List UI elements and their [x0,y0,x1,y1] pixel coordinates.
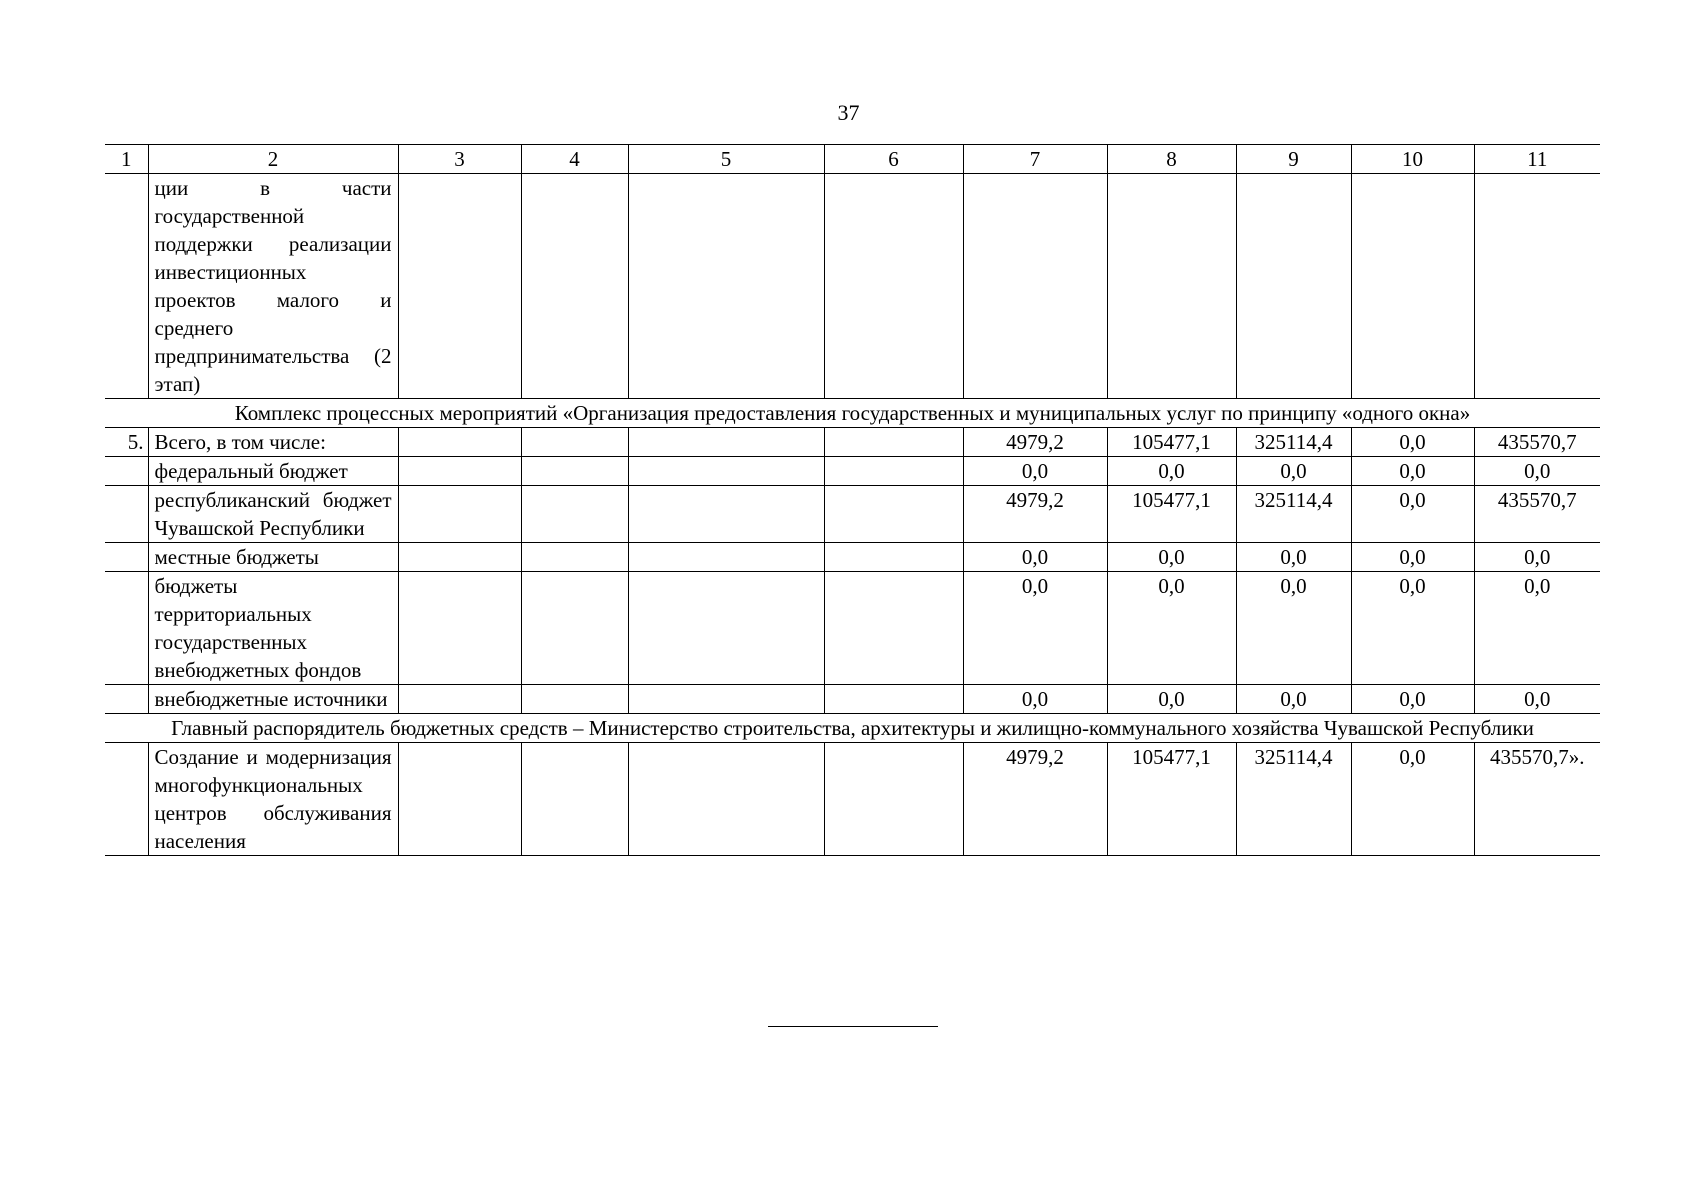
table-cell: 0,0 [1474,685,1600,714]
row-number [105,543,148,572]
table-cell [398,428,521,457]
table-row [105,572,1600,685]
table-cell [824,743,963,856]
table-row [105,543,1600,572]
table-cell [398,457,521,486]
table-cell [628,743,824,856]
table-cell: 105477,1 [1107,486,1236,543]
row-number [105,572,148,685]
row-number: 5. [105,428,148,457]
table-cell [1107,174,1236,399]
column-header: 10 [1351,145,1474,174]
row-label: внебюджетные источники [148,685,398,714]
table-cell: 0,0 [1351,543,1474,572]
table-cell: 0,0 [1236,572,1351,685]
column-header: 5 [628,145,824,174]
row-label: местные бюджеты [148,543,398,572]
column-header: 7 [963,145,1107,174]
row-label: Создание и модернизация многофункциональных центров обслуживания населения [148,743,398,856]
table-cell [628,174,824,399]
column-header: 4 [521,145,628,174]
table-cell: 0,0 [1107,457,1236,486]
table-cell: 0,0 [963,572,1107,685]
column-header: 6 [824,145,963,174]
table-header-row [105,145,1600,174]
table-cell: 435570,7 [1474,486,1600,543]
table-cell: 0,0 [1351,743,1474,856]
table-cell: 0,0 [963,457,1107,486]
table-cell [521,174,628,399]
table-cell: 0,0 [1236,457,1351,486]
table-cell [398,543,521,572]
table-cell [521,457,628,486]
table-cell [398,685,521,714]
table-cell [398,174,521,399]
table-cell [628,685,824,714]
table-row [105,428,1600,457]
row-label: республиканский бюджет Чувашской Республики [148,486,398,543]
table-cell [1351,174,1474,399]
column-header: 1 [105,145,148,174]
table-row [105,486,1600,543]
table-row [105,457,1600,486]
column-header: 8 [1107,145,1236,174]
table-cell [398,486,521,543]
table-cell: 0,0 [1107,543,1236,572]
table-cell [628,572,824,685]
row-number [105,743,148,856]
table-cell: 4979,2 [963,486,1107,543]
table-cell: 4979,2 [963,428,1107,457]
row-label: федеральный бюджет [148,457,398,486]
table-cell [1474,174,1600,399]
table-cell [398,572,521,685]
table-cell: 0,0 [1474,543,1600,572]
column-header: 2 [148,145,398,174]
table-cell: 0,0 [1351,457,1474,486]
table-cell: 0,0 [1236,685,1351,714]
section-title: Главный распорядитель бюджетных средств – Министерство строительства, архитектуры и жилищно-коммунального хозяйства Чувашской Республики [105,714,1600,743]
table-cell: 0,0 [1474,572,1600,685]
table-cell [521,685,628,714]
column-header: 11 [1474,145,1600,174]
table-row [105,174,1600,399]
table-cell [628,428,824,457]
table-row [105,743,1600,856]
row-number [105,457,148,486]
end-rule [768,1026,938,1027]
table-cell: 105477,1 [1107,428,1236,457]
table-cell: 325114,4 [1236,428,1351,457]
table-cell [963,174,1107,399]
row-number [105,486,148,543]
table-cell: 0,0 [1107,572,1236,685]
table-cell: 0,0 [1236,543,1351,572]
table-cell [1236,174,1351,399]
table-cell [824,457,963,486]
budget-table [105,144,1600,856]
row-label: Всего, в том числе: [148,428,398,457]
section-row [105,399,1600,428]
table-cell: 0,0 [1351,486,1474,543]
section-row [105,714,1600,743]
table-cell [521,743,628,856]
table-cell [521,486,628,543]
table-cell: 435570,7». [1474,743,1600,856]
table-cell: 0,0 [1474,457,1600,486]
row-label: бюджеты территориальных государственных внебюджетных фондов [148,572,398,685]
table-cell: 105477,1 [1107,743,1236,856]
table-cell [521,428,628,457]
table-cell [398,743,521,856]
table-cell: 435570,7 [1474,428,1600,457]
table-cell [628,543,824,572]
table-cell [824,428,963,457]
table-cell: 0,0 [963,543,1107,572]
table-row [105,685,1600,714]
column-header: 9 [1236,145,1351,174]
table-cell [824,174,963,399]
page-number: 37 [837,100,860,125]
table-cell: 0,0 [1107,685,1236,714]
table-cell: 4979,2 [963,743,1107,856]
table-cell [521,543,628,572]
table-cell [824,685,963,714]
column-header: 3 [398,145,521,174]
table-cell: 325114,4 [1236,743,1351,856]
table-cell: 325114,4 [1236,486,1351,543]
table-cell [521,572,628,685]
section-title: Комплекс процессных мероприятий «Организация предоставления государственных и муниципальных услуг по принципу «одного окна» [105,399,1600,428]
table-cell: 0,0 [1351,572,1474,685]
table-cell: 0,0 [1351,685,1474,714]
table-cell [824,486,963,543]
table-cell [824,543,963,572]
row-number [105,685,148,714]
row-number [105,174,148,399]
row-label: ции в части государственной поддержки реализации инвестиционных проектов малого и среднего предпринимательства (2 этап) [148,174,398,399]
table-cell [824,572,963,685]
table-cell [628,486,824,543]
table-cell: 0,0 [963,685,1107,714]
table-cell [628,457,824,486]
table-cell: 0,0 [1351,428,1474,457]
